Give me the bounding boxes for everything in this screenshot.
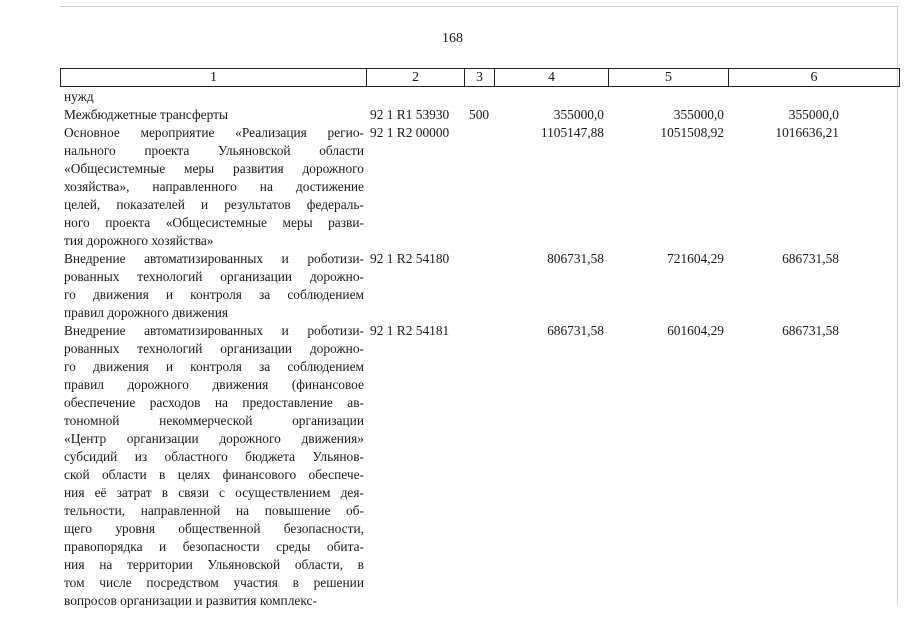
description-line: правопорядка и безопасности среды обита- — [64, 539, 364, 554]
description-line: тельности, направленной на повышение об- — [64, 503, 364, 518]
row-description — [60, 88, 364, 106]
value-year-1: 355000,0 — [553, 107, 604, 122]
description-line: том числе посредством участия в решении — [64, 575, 364, 590]
page-number: 168 — [442, 31, 463, 46]
description-line: вопросов организации и развития комплекс- — [64, 593, 317, 608]
description-line: нального проекта Ульяновской области — [64, 143, 364, 158]
table-header-row — [61, 69, 900, 87]
header-cell-6: 6 — [729, 69, 900, 87]
header-cell-5: 5 — [609, 69, 729, 87]
row-description — [60, 106, 364, 124]
row-description — [60, 322, 364, 610]
value-year-1: 1105147,88 — [540, 125, 604, 140]
value-year-1: 806731,58 — [547, 251, 604, 266]
description-line: го движения и контроля за соблюдением — [64, 359, 364, 374]
description-line: «Общесистемные меры развития дорожного — [64, 161, 364, 176]
row-description — [60, 124, 364, 250]
description-line: го движения и контроля за соблюдением — [64, 287, 364, 302]
budget-code: 92 1 R1 53930 — [370, 107, 450, 122]
description-line: Основное мероприятие «Реализация регио- — [64, 125, 364, 140]
scan-edge-top — [60, 6, 899, 7]
budget-code: 92 1 R2 00000 — [370, 125, 450, 140]
description-line: правил дорожного движения — [64, 305, 229, 320]
table-row — [60, 88, 899, 106]
value-year-2: 355000,0 — [673, 107, 724, 122]
value-year-2: 601604,29 — [667, 323, 724, 338]
description-line: субсидий из областного бюджета Ульянов- — [64, 449, 364, 464]
description-line: ного проекта «Общесистемные меры разви- — [64, 215, 364, 230]
description-line: тия дорожного хозяйства» — [64, 233, 214, 248]
description-line: целей, показателей и результатов федераль- — [64, 197, 364, 212]
description-line: ния на территории Ульяновской области, в — [64, 557, 364, 572]
budget-code: 92 1 R2 54181 — [370, 323, 450, 338]
description-line: ской области в целях финансового обеспече- — [64, 467, 364, 482]
value-year-2: 1051508,92 — [660, 125, 724, 140]
table-header — [60, 68, 900, 87]
description-line: Внедрение автоматизированных и роботизи- — [64, 251, 364, 266]
value-year-2: 721604,29 — [667, 251, 724, 266]
description-line: рованных технологий организации дорожно- — [64, 341, 364, 356]
description-line: тономной некоммерческой организации — [64, 413, 364, 428]
header-cell-4: 4 — [495, 69, 609, 87]
description-line: правил дорожного движения (финансовое — [64, 377, 364, 392]
table-row — [60, 106, 899, 124]
description-line: Внедрение автоматизированных и роботизи- — [64, 323, 364, 338]
table-body — [60, 88, 899, 610]
description-line: рованных технологий организации дорожно- — [64, 269, 364, 284]
value-year-3: 686731,58 — [782, 323, 839, 338]
description-line: щего уровня общественной безопасности, — [64, 521, 364, 536]
description-line: хозяйства», направленного на достижение — [64, 179, 364, 194]
description-line: нужд — [64, 89, 94, 104]
header-cell-2: 2 — [367, 69, 465, 87]
description-line: ния её затрат в связи с осуществлением дея- — [64, 485, 364, 500]
expense-type: 500 — [469, 107, 490, 122]
header-cell-1: 1 — [61, 69, 367, 87]
description-line: «Центр организации дорожного движения» — [64, 431, 364, 446]
header-cell-3: 3 — [465, 69, 495, 87]
value-year-3: 1016636,21 — [775, 125, 839, 140]
table-row — [60, 250, 899, 322]
value-year-1: 686731,58 — [547, 323, 604, 338]
table-row — [60, 322, 899, 610]
description-line: Межбюджетные трансферты — [64, 107, 228, 122]
description-line: обеспечение расходов на предоставление ав- — [64, 395, 364, 410]
value-year-3: 686731,58 — [782, 251, 839, 266]
value-year-3: 355000,0 — [788, 107, 839, 122]
row-description — [60, 250, 364, 322]
table-row — [60, 124, 899, 250]
budget-code: 92 1 R2 54180 — [370, 251, 450, 266]
